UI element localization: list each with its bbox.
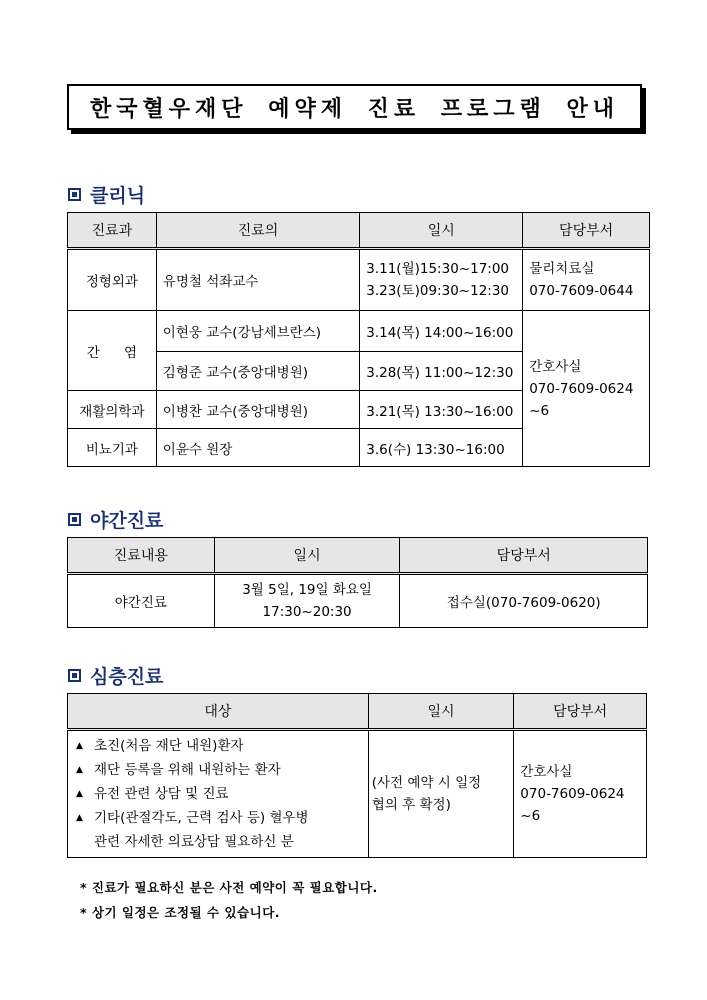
date-cell: 3.21(목) 13:30~16:00 — [360, 391, 523, 429]
triangle-bullet-icon: ▲ — [76, 741, 83, 751]
date-cell — [360, 249, 523, 311]
date-line: 협의 후 확정) — [371, 797, 451, 813]
triangle-bullet-icon: ▲ — [76, 813, 83, 823]
page-title: 한국혈우재단 예약제 진료 프로그램 안내 — [90, 96, 619, 122]
table-row — [68, 249, 650, 311]
doctor-cell: 이윤수 원장 — [156, 429, 359, 467]
doctor-cell: 이현웅 교수(강남세브란스) — [156, 311, 359, 352]
header-cell: 일시 — [214, 538, 400, 574]
deep-table — [67, 693, 647, 858]
header-cell: 일시 — [360, 213, 523, 249]
dept-cell: 재활의학과 — [68, 391, 157, 429]
page-title-box — [67, 84, 642, 130]
section-heading-deep — [68, 662, 163, 689]
section-heading-clinic — [68, 181, 145, 208]
target-cell — [68, 730, 369, 858]
office-ext: ~6 — [529, 402, 550, 419]
clinic-table — [67, 212, 650, 467]
header-cell: 대상 — [68, 694, 369, 730]
dept-cell: 정형외과 — [68, 249, 157, 311]
doctor-cell: 이병찬 교수(중앙대병원) — [156, 391, 359, 429]
office-cell — [523, 249, 650, 311]
section-heading-night — [68, 506, 163, 533]
triangle-bullet-icon: ▲ — [76, 765, 83, 775]
list-item-continuation: 관련 자세한 의료상담 필요하신 분 — [94, 834, 294, 850]
date-line: 17:30~20:30 — [262, 604, 352, 620]
date-cell — [214, 574, 400, 628]
square-bullet-icon — [68, 513, 81, 526]
section-heading-label: 심층진료 — [90, 666, 164, 688]
office-name: 물리치료실 — [529, 261, 595, 277]
table-header-row — [68, 538, 648, 574]
content-cell: 야간진료 — [68, 574, 215, 628]
date-cell: 3.28(목) 11:00~12:30 — [360, 352, 523, 391]
list-item: ▲ 재단 등록을 위해 내원하는 환자 — [76, 758, 362, 782]
date-line: 3.11(월)15:30~17:00 — [366, 261, 510, 277]
target-list — [76, 734, 362, 854]
header-cell: 일시 — [368, 694, 514, 730]
list-item: ▲ 유전 관련 상담 및 진료 — [76, 782, 362, 806]
doctor-cell: 유명철 석좌교수 — [156, 249, 359, 311]
night-table — [67, 537, 648, 628]
date-line: 3월 5일, 19일 화요일 — [242, 582, 372, 598]
triangle-bullet-icon: ▲ — [76, 789, 83, 799]
date-cell: 3.14(목) 14:00~16:00 — [360, 311, 523, 352]
header-cell: 담당부서 — [400, 538, 648, 574]
table-row — [68, 311, 650, 352]
square-bullet-icon — [68, 669, 81, 682]
section-heading-label: 야간진료 — [90, 510, 164, 532]
header-cell: 진료의 — [156, 213, 359, 249]
table-header-row — [68, 213, 650, 249]
note-reservation: * 진료가 필요하신 분은 사전 예약이 꼭 필요합니다. — [80, 880, 378, 895]
office-name: 간호사실 — [520, 764, 573, 780]
table-header-row — [68, 694, 647, 730]
section-heading-label: 클리닉 — [90, 185, 146, 207]
header-cell: 담당부서 — [514, 694, 647, 730]
date-line: (사전 예약 시 일정 — [371, 775, 482, 791]
office-cell — [523, 311, 650, 467]
date-cell — [368, 730, 514, 858]
table-row — [68, 574, 648, 628]
table-row — [68, 730, 647, 858]
note-schedule: * 상기 일정은 조정될 수 있습니다. — [80, 905, 281, 920]
dept-cell: 비뇨기과 — [68, 429, 157, 467]
office-phone: 070-7609-0644 — [529, 283, 634, 299]
dept-cell: 간 염 — [68, 311, 157, 391]
square-bullet-icon — [68, 188, 81, 201]
office-name: 간호사실 — [529, 358, 582, 375]
header-cell: 담당부서 — [523, 213, 650, 249]
office-phone: 070-7609-0624 — [520, 786, 625, 802]
date-cell: 3.6(수) 13:30~16:00 — [360, 429, 523, 467]
doctor-cell: 김형준 교수(중앙대병원) — [156, 352, 359, 391]
office-cell: 접수실(070-7609-0620) — [400, 574, 648, 628]
date-line: 3.23(토)09:30~12:30 — [366, 283, 510, 299]
list-item: ▲ 초진(처음 재단 내원)환자 — [76, 734, 362, 758]
office-ext: ~6 — [520, 808, 541, 824]
office-cell — [514, 730, 647, 858]
header-cell: 진료과 — [68, 213, 157, 249]
office-phone: 070-7609-0624 — [529, 380, 634, 397]
header-cell: 진료내용 — [68, 538, 215, 574]
list-item: ▲ 기타(관절각도, 근력 검사 등) 혈우병 — [76, 806, 362, 830]
